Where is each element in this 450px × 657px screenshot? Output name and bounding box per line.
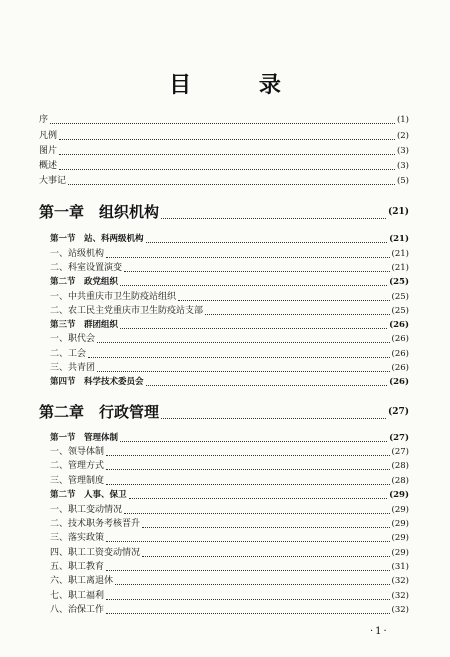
dot-leader xyxy=(106,454,390,456)
dot-leader xyxy=(205,313,390,315)
dot-leader xyxy=(178,299,390,301)
toc-page: (26) xyxy=(391,349,409,359)
subsection-entry xyxy=(50,591,409,602)
toc-page: (21) xyxy=(389,234,409,244)
toc-label: 四、职工工资变动情况 xyxy=(50,548,141,558)
dot-leader xyxy=(106,256,390,258)
toc-page: (29) xyxy=(391,548,409,558)
dot-leader xyxy=(120,440,387,442)
dot-leader xyxy=(106,598,390,600)
toc-page: (29) xyxy=(391,505,409,515)
toc-entry xyxy=(39,161,409,172)
toc-label: 六、职工离退休 xyxy=(50,576,114,586)
chapter-heading xyxy=(39,404,409,421)
toc-label: 八、治保工作 xyxy=(50,605,105,615)
subsection-entry xyxy=(50,605,409,616)
dot-leader xyxy=(59,168,395,170)
dot-leader xyxy=(59,138,395,140)
subsection-entry xyxy=(50,363,409,374)
toc-label: 二、农工民主党重庆市卫生防疫站支部 xyxy=(50,306,204,316)
dot-leader xyxy=(161,417,386,419)
toc-label: 第二节 政党组织 xyxy=(50,277,119,287)
toc-label: 二、工会 xyxy=(50,349,87,359)
toc-label: 图片 xyxy=(39,146,58,156)
toc-page: (25) xyxy=(391,292,409,302)
subsection-entry xyxy=(50,505,409,516)
page-title: 目 录 xyxy=(169,72,311,98)
toc-entry xyxy=(39,146,409,157)
toc-label: 一、站级机构 xyxy=(50,249,105,259)
section-entry xyxy=(50,320,409,331)
dot-leader xyxy=(88,356,390,358)
toc-label: 序 xyxy=(39,115,49,125)
subsection-entry xyxy=(50,249,409,260)
toc-page: (21) xyxy=(387,207,409,217)
subsection-entry xyxy=(50,476,409,487)
toc-label: 三、落实政策 xyxy=(50,533,105,543)
toc-page: (3) xyxy=(396,146,409,156)
section-entry xyxy=(50,490,409,501)
chapter-heading xyxy=(39,204,409,221)
toc-entry xyxy=(39,115,409,126)
toc-label: 大事记 xyxy=(39,176,67,186)
toc-label: 五、职工教育 xyxy=(50,562,105,572)
dot-leader xyxy=(106,468,390,470)
dot-leader xyxy=(124,270,390,272)
toc-page: (2) xyxy=(396,131,409,141)
toc-page: (32) xyxy=(391,591,409,601)
subsection-entry xyxy=(50,306,409,317)
toc-label: 一、职工变动情况 xyxy=(50,505,123,515)
toc-page: (29) xyxy=(389,490,409,500)
toc-page: (26) xyxy=(391,334,409,344)
dot-leader xyxy=(142,526,390,528)
toc-page: (27) xyxy=(387,407,409,417)
subsection-entry xyxy=(50,533,409,544)
toc-page: (27) xyxy=(391,447,409,457)
dot-leader xyxy=(146,384,388,386)
toc-label: 第二节 人事、保卫 xyxy=(50,490,127,500)
dot-leader xyxy=(106,612,390,614)
toc-label: 第四节 科学技术委员会 xyxy=(50,377,144,387)
toc-page: (28) xyxy=(391,461,409,471)
toc-page: (27) xyxy=(389,433,409,443)
dot-leader xyxy=(161,217,386,219)
subsection-entry xyxy=(50,548,409,559)
dot-leader xyxy=(50,122,395,124)
toc-page: (32) xyxy=(391,576,409,586)
toc-page: (5) xyxy=(396,176,409,186)
section-entry xyxy=(50,277,409,288)
dot-leader xyxy=(68,183,395,185)
dot-leader xyxy=(97,341,390,343)
toc-page: (28) xyxy=(391,476,409,486)
toc-page: (26) xyxy=(389,320,409,330)
toc-page: (3) xyxy=(396,161,409,171)
toc-label: 三、管理制度 xyxy=(50,476,105,486)
subsection-entry xyxy=(50,576,409,587)
dot-leader xyxy=(124,512,390,514)
chapter-label: 第二章 行政管理 xyxy=(39,403,160,421)
toc-page: (21) xyxy=(391,249,409,259)
toc-label: 第一节 站、科两级机构 xyxy=(50,234,144,244)
subsection-entry xyxy=(50,447,409,458)
toc-page: (25) xyxy=(391,306,409,316)
toc-label: 凡例 xyxy=(39,131,58,141)
subsection-entry xyxy=(50,292,409,303)
toc-page: (26) xyxy=(389,377,409,387)
subsection-entry xyxy=(50,562,409,573)
dot-leader xyxy=(146,241,388,243)
toc-page: (25) xyxy=(389,277,409,287)
toc-label: 二、技术职务考核晋升 xyxy=(50,519,141,529)
section-entry xyxy=(50,433,409,444)
dot-leader xyxy=(106,483,390,485)
subsection-entry xyxy=(50,334,409,345)
page-number: ·1· xyxy=(370,626,389,637)
section-entry xyxy=(50,234,409,245)
toc-page: (32) xyxy=(391,605,409,615)
subsection-entry xyxy=(50,349,409,360)
dot-leader xyxy=(106,540,390,542)
toc-page: (31) xyxy=(391,562,409,572)
toc-label: 第三节 群团组织 xyxy=(50,320,119,330)
chapter-label: 第一章 组织机构 xyxy=(39,203,160,221)
toc-label: 七、职工福利 xyxy=(50,591,105,601)
toc-label: 三、共青团 xyxy=(50,363,96,373)
dot-leader xyxy=(59,153,395,155)
toc-page: (29) xyxy=(391,533,409,543)
toc-label: 二、科室设置演变 xyxy=(50,263,123,273)
subsection-entry xyxy=(50,461,409,472)
toc-page: (21) xyxy=(391,263,409,273)
toc-label: 概述 xyxy=(39,161,58,171)
toc-label: 一、中共重庆市卫生防疫站组织 xyxy=(50,292,177,302)
dot-leader xyxy=(120,327,387,329)
toc-page: (26) xyxy=(391,363,409,373)
dot-leader xyxy=(115,583,390,585)
toc-page: (1) xyxy=(396,115,409,125)
dot-leader xyxy=(106,569,390,571)
toc-label: 一、职代会 xyxy=(50,334,96,344)
toc-page: (29) xyxy=(391,519,409,529)
toc-label: 一、领导体制 xyxy=(50,447,105,457)
dot-leader xyxy=(142,555,390,557)
toc-entry xyxy=(39,131,409,142)
dot-leader xyxy=(129,497,388,499)
section-entry xyxy=(50,377,409,388)
toc-label: 二、管理方式 xyxy=(50,461,105,471)
toc-label: 第一节 管理体制 xyxy=(50,433,119,443)
toc-entry xyxy=(39,176,409,187)
dot-leader xyxy=(120,284,387,286)
dot-leader xyxy=(97,370,390,372)
subsection-entry xyxy=(50,263,409,274)
subsection-entry xyxy=(50,519,409,530)
